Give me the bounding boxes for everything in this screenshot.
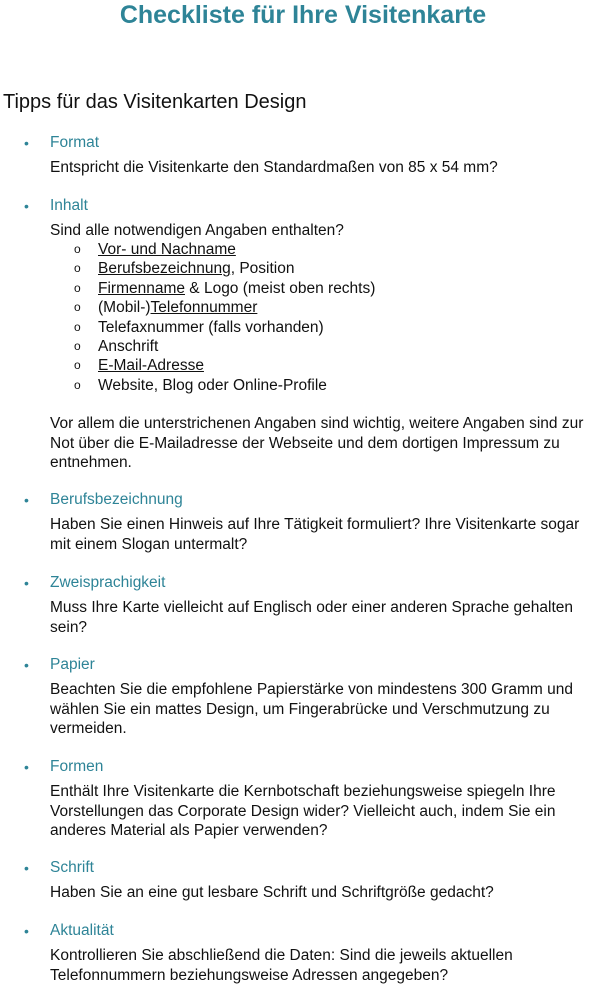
item-text: Enthält Ihre Visitenkarte die Kernbotschaft beziehungsweise spiegeln Ihre Vorstellungen das Corporate Design wider? Vielleicht auch, indem Sie ein anderes Material als Papier verwenden? [50, 783, 556, 839]
bullet-icon: • [24, 198, 29, 214]
list-item-text: Anschrift [98, 337, 159, 355]
item-text: Haben Sie einen Hinweis auf Ihre Tätigkeit formuliert? Ihre Visitenkarte sogar mit einem Slogan untermalt? [50, 516, 580, 553]
list-item [0, 356, 606, 375]
circle-bullet-icon: o [74, 319, 81, 334]
circle-bullet-icon: o [74, 242, 81, 256]
circle-bullet-icon: o [74, 261, 81, 276]
list-item-text: Firmenname & Logo (meist oben rechts) [98, 279, 376, 297]
list-item-text: (Mobil-)Telefonnummer [98, 299, 258, 317]
list-item [0, 376, 606, 395]
circle-bullet-icon: o [74, 300, 81, 315]
list-item [0, 259, 606, 278]
item-heading: Inhalt [50, 197, 88, 214]
list-item [0, 240, 606, 259]
list-item [0, 279, 606, 298]
item-text: Beachten Sie die empfohlene Papierstärke von mindestens 300 Gramm und wählen Sie ein mattes Design, um Fingerabrücke und Verschmutzung zu vermeiden. [50, 681, 573, 737]
item-text: Entspricht die Visitenkarte den Standardmaßen von 85 x 54 mm? [50, 159, 498, 176]
list-item [0, 298, 606, 317]
item-heading: Aktualität [50, 922, 114, 939]
circle-bullet-icon: o [74, 358, 81, 373]
item-note: Vor allem die unterstrichenen Angaben sind wichtig, weitere Angaben sind zur Not über die E-Mailadresse der Webseite und dem dortigen Impressum zu entnehmen. [50, 415, 584, 471]
item-heading: Berufsbezeichnung [50, 491, 183, 508]
item-text: Kontrollieren Sie abschließend die Daten: Sind die jeweils aktuellen Telefonnummern beziehungsweise Adressen angegeben? [50, 947, 513, 984]
bullet-icon: • [24, 759, 29, 775]
item-heading: Format [50, 134, 100, 151]
item-heading: Formen [50, 758, 104, 775]
page-title: Checkliste für Ihre Visitenkarte [119, 1, 487, 29]
bullet-icon: • [24, 923, 29, 939]
list-item [0, 318, 606, 337]
bullet-icon: • [24, 492, 29, 508]
list-item-text: Telefaxnummer (falls vorhanden) [98, 318, 324, 336]
list-item-text: Berufsbezeichnung, Position [98, 260, 295, 278]
bullet-icon: • [24, 657, 29, 673]
list-item-text: Website, Blog oder Online-Profile [98, 376, 327, 394]
required-details-list [0, 240, 606, 395]
list-item-text: Vor- und Nachname [98, 241, 236, 258]
item-text: Haben Sie an eine gut lesbare Schrift und Schriftgröße gedacht? [50, 884, 494, 901]
bullet-icon: • [24, 860, 29, 876]
item-text: Sind alle notwendigen Angaben enthalten? [50, 222, 344, 239]
item-heading: Papier [50, 656, 95, 673]
circle-bullet-icon: o [74, 377, 81, 392]
circle-bullet-icon: o [74, 280, 81, 295]
section-heading: Tipps für das Visitenkarten Design [3, 91, 307, 113]
item-text: Muss Ihre Karte vielleicht auf Englisch oder einer anderen Sprache gehalten sein? [50, 599, 574, 636]
list-item [0, 337, 606, 356]
item-heading: Zweisprachigkeit [50, 574, 166, 591]
bullet-icon: • [24, 575, 29, 591]
bullet-icon: • [24, 135, 29, 151]
item-heading: Schrift [50, 859, 94, 876]
list-item-text: E-Mail-Adresse [98, 357, 204, 375]
circle-bullet-icon: o [74, 338, 81, 353]
